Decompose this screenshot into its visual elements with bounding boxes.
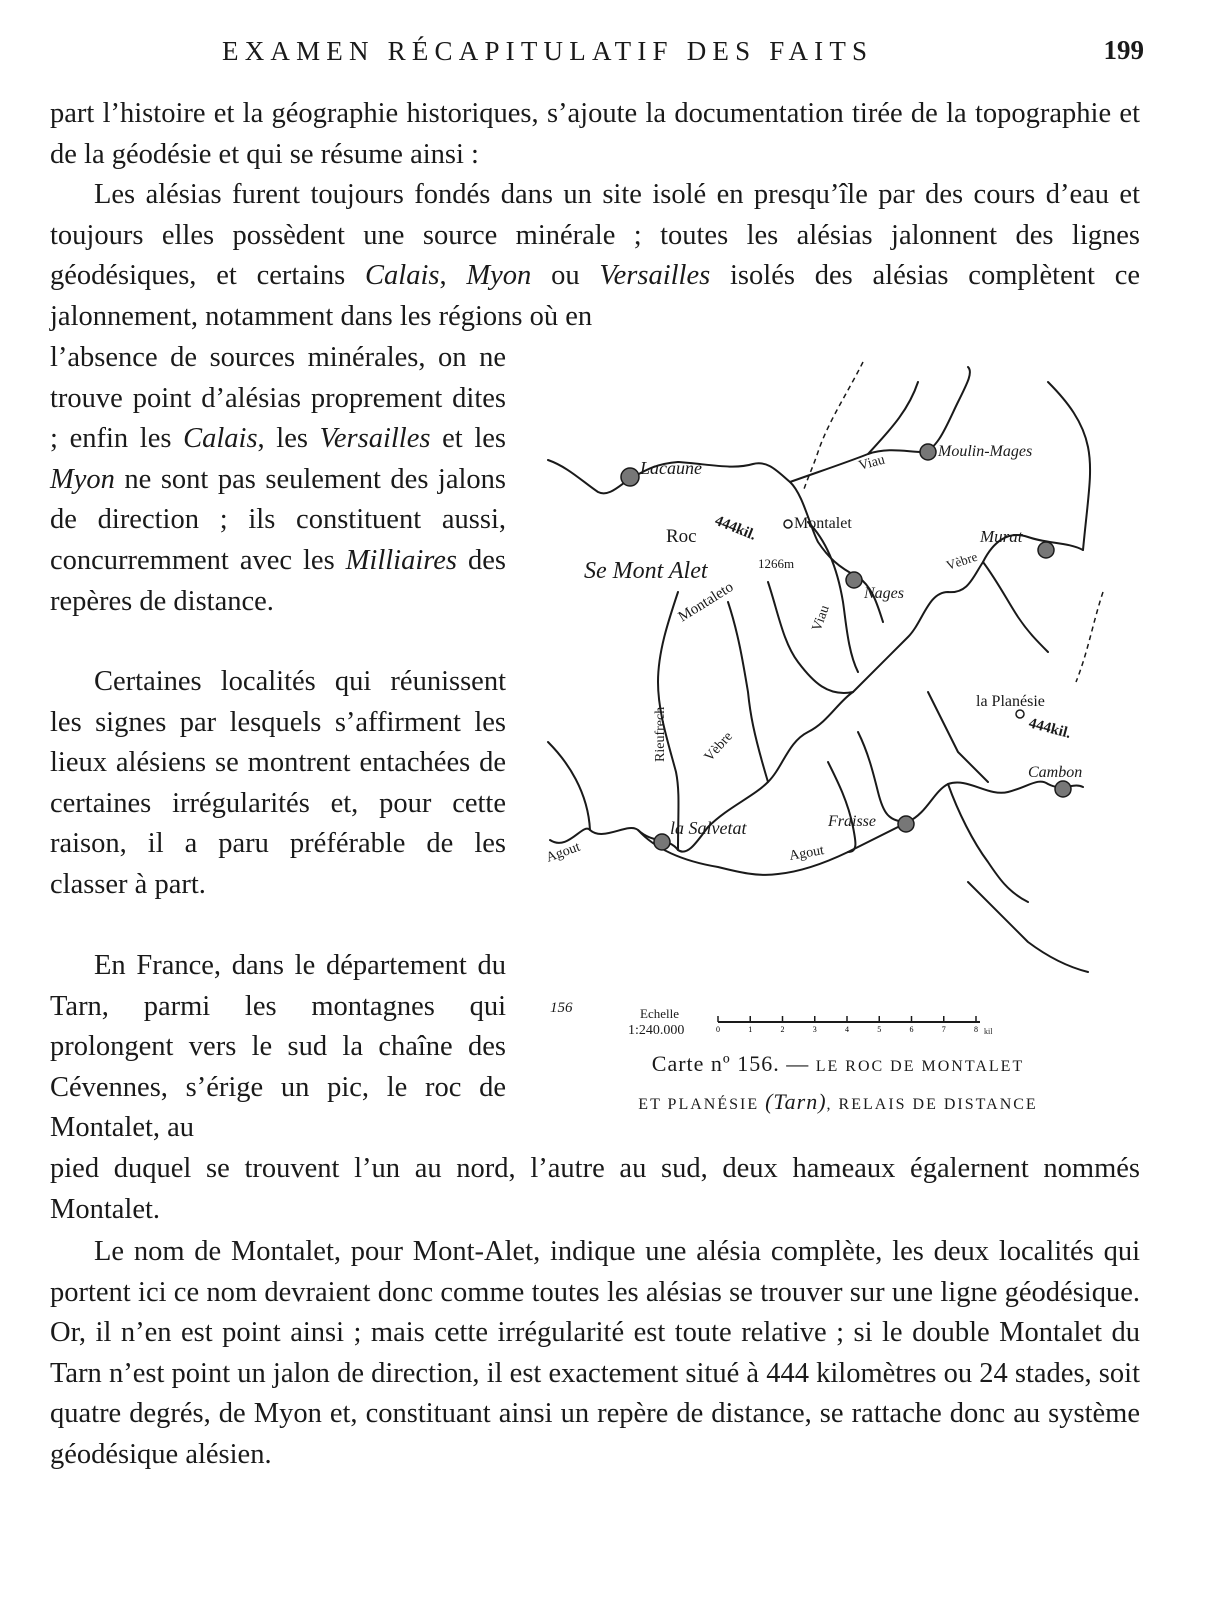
scale-tick-label: 6 xyxy=(909,1025,914,1034)
paragraph-3 xyxy=(50,662,506,906)
river-south xyxy=(828,762,855,852)
summit-montalet-marker xyxy=(784,520,792,528)
label-montaleto: Montaleto xyxy=(675,579,737,626)
map-caption xyxy=(528,1046,1148,1122)
label-vebre: Vèbre xyxy=(944,548,980,573)
paragraph-4-continuation: pied duquel se trouvent l’un au nord, l’autre au sud, deux hameaux égalernent nommés Montalet. xyxy=(50,1153,1140,1225)
italic-term: Milliaires xyxy=(345,544,458,576)
town-murat-marker xyxy=(1038,542,1054,558)
paragraph-4-text: En France, dans le département du Tarn, parmi les montagnes qui prolongent vers le sud la chaîne des Cévennes, s’érige un pic, le roc de Montalet, au xyxy=(50,950,506,1144)
scale-bar xyxy=(628,1006,993,1038)
paragraph-2-full xyxy=(50,175,1140,337)
scale-ratio: 1:240.000 xyxy=(628,1023,685,1038)
scale-tick-label: 4 xyxy=(845,1025,849,1034)
river-vebre-west xyxy=(728,602,768,782)
text-run: Les alésias furent toujours fondés dans un site isolé en presqu’île par des cours d’eau et toujours elles possèdent une source minérale ; toutes les alésias jalonnent des lignes géodésiques, et certains xyxy=(50,179,1140,292)
label-vebre-south: Vèbre xyxy=(701,729,736,765)
scale-tick-label: 8 xyxy=(974,1025,978,1034)
caption-title: LE ROC DE MONTALET xyxy=(815,1058,1025,1075)
label-distance-roc: 444kil. xyxy=(712,512,759,544)
label-viau-south: Viau xyxy=(809,603,833,634)
label-moulin-mages: Moulin-Mages xyxy=(938,443,1033,460)
text-run: , xyxy=(439,260,467,292)
paragraph-5-text: Le nom de Montalet, pour Mont-Alet, indique une alésia complète, les deux localités qui portent ici ce nom devraient donc comme toutes les alésias se trouver sur une ligne géodésique. Or, il n’en est point ainsi ; mais cette irrégularité est toute relative ; si le double Montalet du Tarn n’est point un jalon de direction, il est exactement situé à 444 kilomètres ou 24 stades, soit quatre degrés, de Myon et, constituant ainsi un repère de distance, se rattache donc au système géodésique alésien. xyxy=(50,1236,1140,1470)
italic-term: Calais xyxy=(365,260,440,292)
river-east xyxy=(983,562,1048,652)
label-cambon: Cambon xyxy=(1028,764,1083,781)
scale-tick-label: 2 xyxy=(780,1025,785,1034)
paragraph-2-narrow xyxy=(50,338,506,622)
scale-tick-label: 5 xyxy=(877,1025,882,1034)
label-la-planesie: la Planésie xyxy=(976,693,1045,710)
label-la-salvetat: la Salvetat xyxy=(670,818,747,838)
label-lacaune: Lacaune xyxy=(640,458,702,478)
text-run: , les xyxy=(257,423,320,455)
italic-term: Versailles xyxy=(319,423,431,455)
town-fraisse-marker xyxy=(898,816,914,832)
paragraph-5 xyxy=(50,1232,1140,1476)
paragraph-4-full xyxy=(50,1149,1140,1230)
label-altitude: 1266m xyxy=(758,556,795,571)
paragraph-3-text: Certaines localités qui réunissent les signes par lesquels s’affirment les lieux alésiens se montrent entachées de certaines irrégularités et, pour cette raison, il a paru préférable de les classer à part. xyxy=(50,666,506,900)
page-header xyxy=(50,34,1150,74)
river-northeast xyxy=(868,382,918,454)
label-viau: Viau xyxy=(857,452,887,474)
scale-tick-label: 1 xyxy=(748,1025,753,1034)
scale-tick-label: 0 xyxy=(716,1025,720,1034)
caption-title-b: ET PLANÉSIE xyxy=(638,1096,766,1113)
paragraph-4-narrow xyxy=(50,946,506,1149)
label-fraisse: Fraisse xyxy=(828,813,876,830)
scale-unit: kil xyxy=(984,1027,993,1036)
river-southeast xyxy=(968,882,1088,972)
paragraph-1-text: part l’histoire et la géographie historiques, s’ajoute la documentation tirée de la topographie et de la géodésie et qui se résume ainsi : xyxy=(50,98,1140,170)
label-agout-east: Agout xyxy=(788,843,826,864)
running-title: EXAMEN RÉCAPITULATIF DES FAITS xyxy=(222,36,874,66)
river-se xyxy=(948,784,1028,902)
text-run: et les xyxy=(430,423,506,455)
summit-planesie-marker xyxy=(1016,710,1024,718)
label-mont-alet: Se Mont Alet xyxy=(584,558,708,584)
montalet-map xyxy=(528,352,1148,1042)
town-lacaune-marker xyxy=(621,468,639,486)
caption-region: (Tarn) xyxy=(765,1089,827,1114)
river-montalet xyxy=(808,522,858,672)
italic-term: Myon xyxy=(50,463,115,495)
caption-prefix: Carte nº 156. — xyxy=(651,1051,816,1076)
paragraph-1 xyxy=(50,94,1140,175)
river-mid xyxy=(768,582,853,693)
label-rieufrech: Rieufrech xyxy=(653,706,668,762)
boundary-north xyxy=(803,362,863,492)
label-nages: Nages xyxy=(864,585,904,602)
label-murat: Murat xyxy=(980,527,1023,546)
town-salvetat-marker xyxy=(654,834,670,850)
town-cambon-marker xyxy=(1055,781,1071,797)
map-figure xyxy=(528,352,1148,1114)
river-ne xyxy=(1048,382,1090,550)
river-west xyxy=(548,742,590,830)
scale-tick-label: 3 xyxy=(812,1025,817,1034)
scale-label: Echelle xyxy=(640,1006,679,1021)
italic-term: Calais xyxy=(183,423,258,455)
text-run: ne sont pas seulement des jalons de direction ; ils constituent aussi, concurremment avec les xyxy=(50,463,506,576)
text-run: l’absence de sources minérales, on ne trouve point d’alésias proprement dites ; enfin les xyxy=(50,342,506,455)
page-number: 199 xyxy=(1103,35,1144,65)
label-distance-planesie: 444kil. xyxy=(1026,715,1073,742)
italic-term: Myon xyxy=(466,260,532,292)
text-run: ou xyxy=(531,260,600,292)
scale-tick-label: 7 xyxy=(941,1025,946,1034)
figure-number: 156 xyxy=(550,1000,573,1016)
label-montalet: Montalet xyxy=(794,515,852,532)
caption-title-c: , RELAIS DE DISTANCE xyxy=(826,1096,1038,1113)
label-agout-west: Agout xyxy=(544,839,583,866)
italic-term: Versailles xyxy=(599,260,711,292)
boundary-east xyxy=(1076,592,1103,682)
text-run: des repères de distance. xyxy=(50,544,506,617)
river-south-2 xyxy=(858,732,908,822)
town-nages-marker xyxy=(846,572,862,588)
label-roc: Roc xyxy=(666,526,697,547)
text-run: isolés des alésias complètent ce jalonnement, notamment dans les régions où en xyxy=(50,260,1141,332)
town-moulin-mages-marker xyxy=(920,444,936,460)
